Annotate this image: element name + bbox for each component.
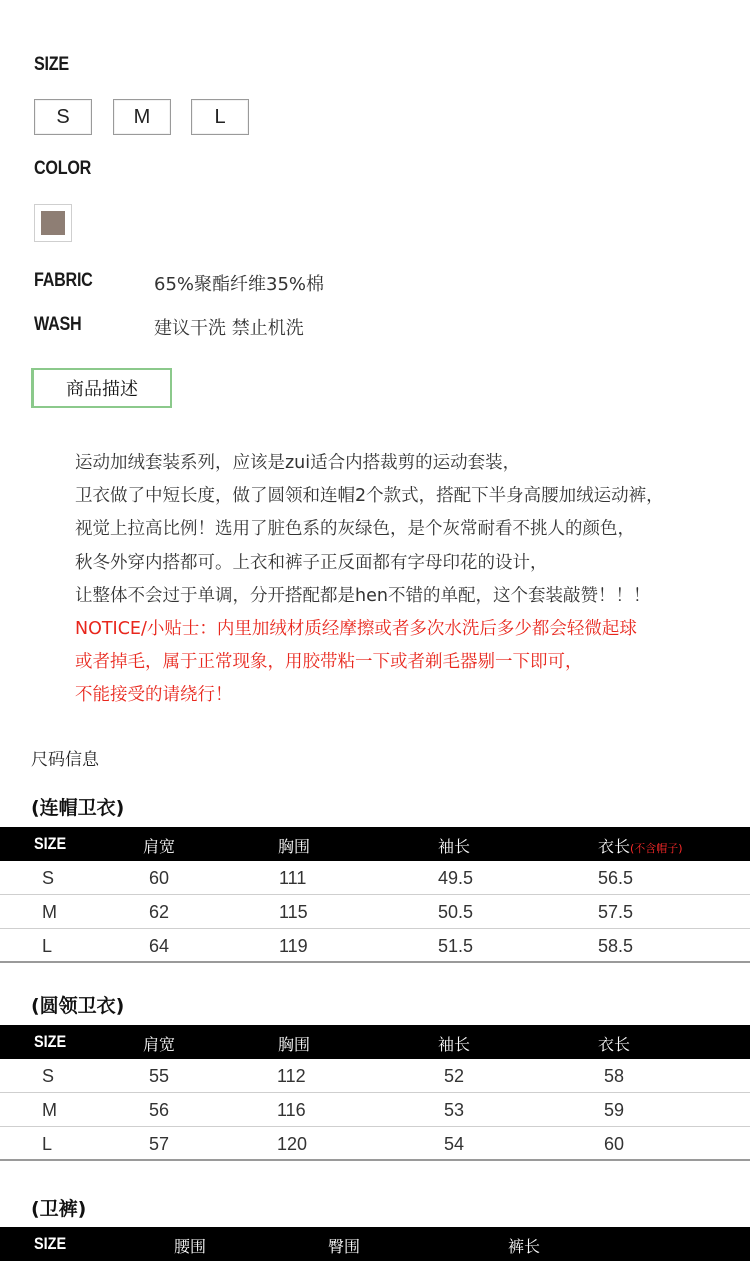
- table-cell: 52: [444, 1066, 465, 1086]
- description-line: 秋冬外穿内搭都可。上衣和裤子正反面都有字母印花的设计，: [75, 552, 548, 573]
- table-cell: L: [42, 1134, 53, 1154]
- column-header: 腰围: [174, 1237, 207, 1256]
- color-swatch: [41, 211, 65, 235]
- table-row: [0, 929, 750, 963]
- fabric-label: FABRIC: [34, 270, 93, 291]
- table-cell: 51.5: [438, 936, 474, 956]
- table-cell: 56: [149, 1100, 170, 1120]
- table-cell: M: [42, 1100, 57, 1120]
- column-header: 胸围: [278, 1035, 311, 1054]
- table-row: [0, 861, 750, 895]
- table-cell: 50.5: [438, 902, 474, 922]
- table-cell: S: [42, 868, 55, 888]
- column-header: 袖长: [438, 1035, 471, 1054]
- table-title-pants: (卫裤): [31, 1198, 87, 1220]
- color-label: COLOR: [34, 158, 92, 179]
- description-line: 卫衣做了中短长度，做了圆领和连帽2个款式，搭配下半身高腰加绒运动裤，: [75, 486, 664, 507]
- wash-label: WASH: [34, 314, 82, 335]
- column-header: 裤长: [508, 1237, 541, 1256]
- table-header: [0, 1025, 750, 1059]
- table-row: [0, 1127, 750, 1161]
- notice-line: 或者掉毛，属于正常现象，用胶带粘一下或者剃毛器剔一下即可，: [75, 652, 583, 673]
- table-cell: 60: [604, 1134, 625, 1154]
- table-row: [0, 895, 750, 929]
- table-cell: 111: [279, 868, 307, 888]
- table-cell: 116: [277, 1100, 306, 1120]
- size-table-pants: [0, 1227, 750, 1261]
- column-header: 臀围: [328, 1237, 361, 1256]
- table-cell: M: [42, 902, 57, 922]
- table-cell: 57.5: [598, 902, 634, 922]
- table-header: [0, 1227, 750, 1261]
- wash-value: 建议干洗 禁止机洗: [154, 318, 304, 339]
- column-header: SIZE: [34, 1234, 67, 1253]
- table-cell: 112: [277, 1066, 306, 1086]
- column-header-note: (不含帽子): [630, 842, 683, 855]
- table-cell: 54: [444, 1134, 465, 1154]
- table-header: [0, 827, 750, 861]
- size-table-crewneck: [0, 1025, 750, 1161]
- description-line: 视觉上拉高比例！选用了脏色系的灰绿色，是个灰常耐看不挑人的颜色，: [75, 519, 635, 540]
- table-cell: 64: [149, 936, 170, 956]
- table-cell: 59: [604, 1100, 625, 1120]
- size-option-s[interactable]: S: [34, 99, 92, 135]
- column-header: [598, 834, 683, 857]
- description-line: 让整体不会过于单调，分开搭配都是hen不错的单配，这个套装敲赞！！！: [75, 585, 651, 606]
- description-body: [75, 447, 747, 713]
- size-option-m[interactable]: M: [113, 99, 171, 135]
- column-header: 肩宽: [143, 837, 176, 856]
- table-cell: 58: [604, 1066, 625, 1086]
- table-cell: 60: [149, 868, 170, 888]
- description-line: 运动加绒套装系列，应该是zui适合内搭裁剪的运动套装，: [75, 453, 521, 473]
- column-header: 袖长: [438, 837, 471, 856]
- table-cell: 119: [279, 936, 308, 956]
- table-title-crewneck: (圆领卫衣): [31, 995, 125, 1017]
- notice-line: 不能接受的请绕行！: [75, 685, 233, 706]
- fabric-value: 65%聚酯纤维35%棉: [154, 274, 325, 295]
- size-info-heading: 尺码信息: [31, 750, 99, 770]
- size-option-l[interactable]: L: [191, 99, 249, 135]
- notice-line: NOTICE/小贴士：内里加绒材质经摩擦或者多次水洗后多少都会轻微起球: [75, 619, 637, 640]
- table-cell: 53: [444, 1100, 465, 1120]
- table-cell: L: [42, 936, 53, 956]
- table-title-hoodie: (连帽卫衣): [31, 797, 125, 819]
- table-cell: 62: [149, 902, 170, 922]
- size-table-hoodie: [0, 827, 750, 963]
- column-header: SIZE: [34, 834, 67, 853]
- table-cell: 120: [277, 1134, 308, 1154]
- table-cell: 55: [149, 1066, 170, 1086]
- color-option[interactable]: [34, 204, 72, 242]
- table-cell: 115: [279, 902, 308, 922]
- table-cell: 56.5: [598, 868, 634, 888]
- description-tab[interactable]: 商品描述: [31, 368, 172, 408]
- column-header: 衣长: [598, 1035, 631, 1054]
- table-cell: 58.5: [598, 936, 634, 956]
- column-header-label: 衣长: [598, 837, 631, 856]
- size-label: SIZE: [34, 54, 69, 75]
- table-cell: 57: [149, 1134, 170, 1154]
- column-header: 肩宽: [143, 1035, 176, 1054]
- column-header: SIZE: [34, 1032, 67, 1051]
- table-row: [0, 1059, 750, 1093]
- table-cell: S: [42, 1066, 55, 1086]
- table-row: [0, 1093, 750, 1127]
- column-header: 胸围: [278, 837, 311, 856]
- table-cell: 49.5: [438, 868, 474, 888]
